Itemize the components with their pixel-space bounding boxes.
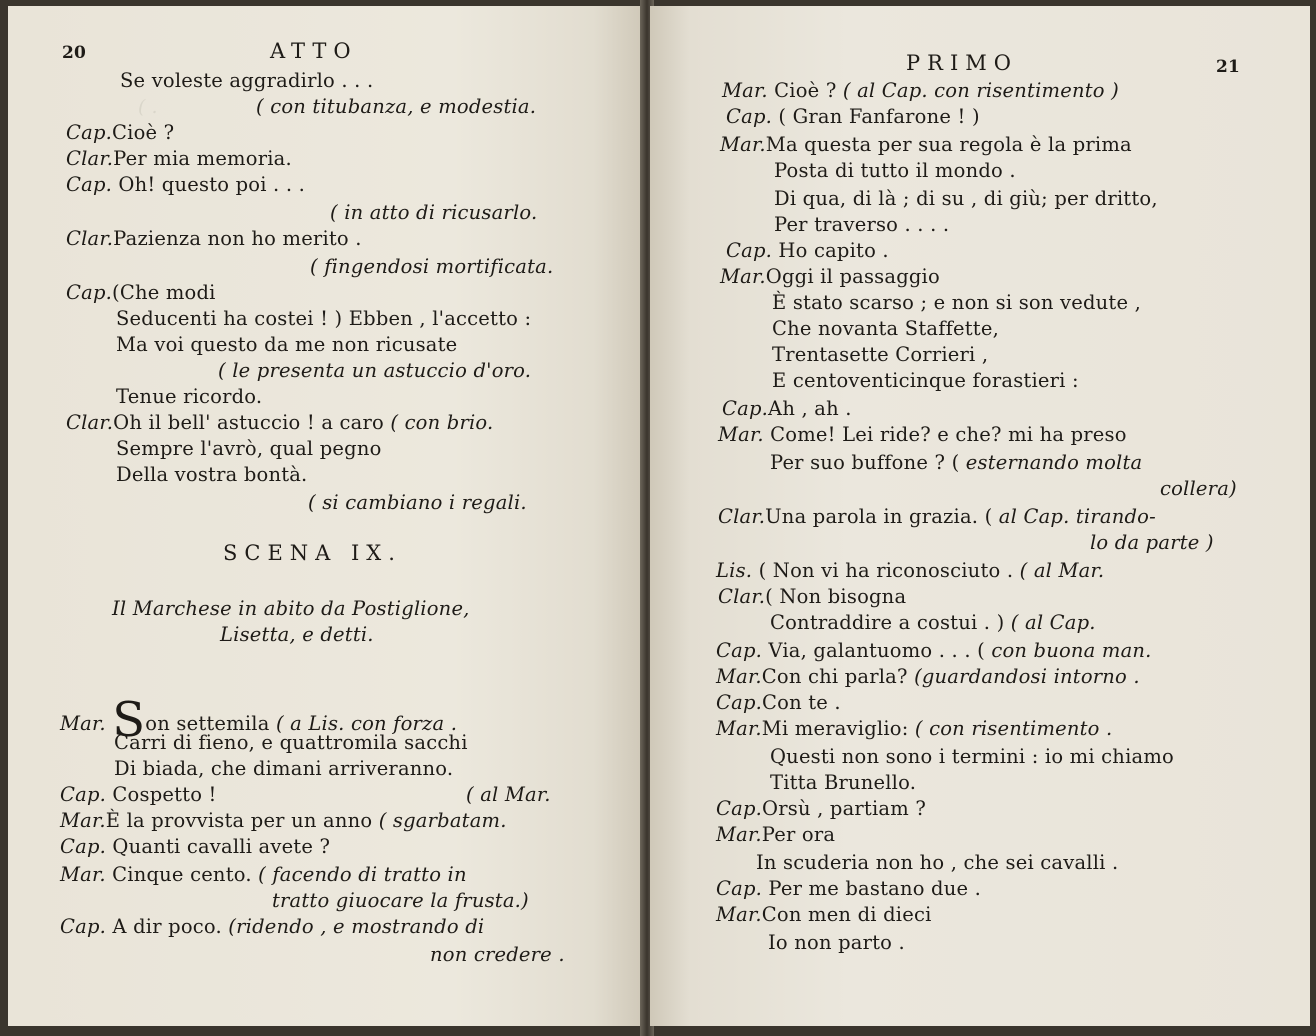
text-run: Oggi il passaggio: [765, 265, 940, 288]
text-line: Sempre l'avrò, qual pegno: [116, 437, 382, 460]
text-run: Oh il bell' astuccio ! a caro: [113, 411, 391, 434]
text-run: Orsù , partiam ?: [762, 797, 926, 820]
text-run: Cinque cento.: [105, 863, 259, 886]
text-run: ( Non bisogna: [765, 585, 907, 608]
text-run: Cap.: [60, 783, 107, 806]
running-head-right: PRIMO: [906, 51, 1018, 75]
text-line: In scuderia non ho , che sei cavalli .: [756, 851, 1119, 874]
text-line: Trentasette Corrieri ,: [772, 343, 989, 366]
text-run: ( al Cap.: [1010, 611, 1096, 634]
text-line: [726, 104, 980, 130]
text-run: Cioè ?: [767, 79, 843, 102]
text-run: ( con brio.: [390, 411, 494, 434]
text-run: Mar.: [716, 717, 762, 740]
text-run: ( sgarbatam.: [378, 809, 507, 832]
text-line: ( in atto di ricusarlo.: [330, 201, 538, 224]
text-line: [66, 172, 305, 198]
text-run: ( Gran Fanfarone ! ): [772, 105, 980, 128]
text-run: ( con risentimento .: [914, 717, 1113, 740]
text-line: [722, 396, 852, 422]
text-run: Per me bastano due .: [762, 877, 982, 900]
text-line: [720, 132, 1132, 158]
text-line: [66, 146, 292, 172]
text-line: [66, 120, 174, 146]
text-line: [716, 638, 1152, 664]
text-line: [726, 238, 889, 264]
text-line: [718, 584, 906, 610]
text-line: [60, 834, 330, 860]
text-line: Posta di tutto il mondo .: [774, 159, 1016, 182]
text-run: Cap.: [60, 915, 107, 938]
text-run: Ho capito .: [772, 239, 889, 262]
text-run: Ah , ah .: [768, 397, 852, 420]
page-number-left: 20: [62, 43, 87, 63]
text-run: Mar.: [720, 265, 766, 288]
text-line: non credere .: [430, 943, 565, 966]
text-line: [66, 226, 362, 252]
text-run: Cap.: [726, 239, 773, 262]
text-run: Mar.: [720, 133, 766, 156]
text-line: [60, 862, 467, 888]
text-line: [722, 78, 1119, 104]
text-run: Con te .: [762, 691, 841, 714]
text-run: Ma questa per sua regola è la prima: [765, 133, 1132, 156]
text-line: Per traverso . . . .: [774, 213, 950, 236]
text-line: [716, 558, 1104, 584]
text-line: [60, 914, 484, 940]
text-line: [716, 822, 835, 848]
text-run: Mi meraviglio:: [761, 717, 915, 740]
text-run: Cap.: [66, 121, 113, 144]
text-line: [770, 610, 1096, 636]
text-run: Mar.: [60, 863, 106, 886]
text-line: ( si cambiano i regali.: [308, 491, 527, 514]
text-run: Per mia memoria.: [113, 147, 292, 170]
text-run: Quanti cavalli avete ?: [106, 835, 331, 858]
text-run: Via, galantuomo . . . (: [762, 639, 992, 662]
text-run: Cap.: [722, 397, 769, 420]
text-run: Clar.: [718, 585, 766, 608]
text-run: con buona man.: [991, 639, 1152, 662]
text-line: Questi non sono i termini : io mi chiamo: [770, 745, 1174, 768]
text-run: Lis.: [716, 559, 753, 582]
text-line: Tenue ricordo.: [116, 385, 263, 408]
text-run: ( facendo di tratto in: [258, 863, 467, 886]
text-line: [60, 808, 507, 834]
text-line: Seducenti ha costei ! ) Ebben , l'accetto :: [116, 307, 532, 330]
text-run: Per ora: [761, 823, 836, 846]
text-run: A dir poco.: [106, 915, 229, 938]
text-line: Carri di fieno, e quattromila sacchi: [114, 731, 468, 754]
right-page: [650, 6, 1310, 1026]
text-line: [718, 422, 1127, 448]
text-run: È la provvista per un anno: [105, 809, 379, 832]
text-line: Titta Brunello.: [770, 771, 917, 794]
text-run: al Cap. tirando-: [998, 505, 1156, 528]
text-run: Mar.: [716, 903, 762, 926]
text-line: Se voleste aggradirlo . . .: [120, 69, 374, 92]
text-run: ( a Lis. con forza .: [275, 712, 458, 735]
text-run: Clar.: [66, 227, 114, 250]
text-line: Lisetta, e detti.: [220, 623, 374, 646]
text-run: Mar.: [716, 823, 762, 846]
text-line: [716, 876, 981, 902]
text-run: Oh! questo poi . . .: [112, 173, 306, 196]
text-line: [716, 716, 1112, 742]
text-line: SCENA IX.: [223, 541, 402, 565]
text-line: ( con titubanza, e modestia.: [256, 95, 537, 118]
text-run: Come! Lei ride? e che? mi ha preso: [763, 423, 1127, 446]
text-run: ( Non vi ha riconosciuto .: [752, 559, 1020, 582]
text-run: Cap.: [60, 835, 107, 858]
text-run: on settemila: [145, 712, 276, 735]
text-line: [716, 664, 1140, 690]
text-line: [716, 796, 926, 822]
text-run: Cap.: [716, 691, 763, 714]
text-run: Con men di dieci: [761, 903, 932, 926]
text-run: Contraddire a costui . ): [770, 611, 1011, 634]
text-line: [718, 504, 1156, 530]
text-line: ( al Mar.: [466, 783, 551, 806]
text-line: È stato scarso ; e non si son vedute ,: [772, 291, 1141, 314]
text-run: Clar.: [66, 411, 114, 434]
text-line: tratto giuocare la frusta.): [272, 889, 529, 912]
text-run: Cap.: [66, 173, 113, 196]
text-run: Mar.: [60, 712, 106, 735]
text-line: [770, 450, 1142, 476]
text-line: [60, 782, 217, 808]
text-run: Mar.: [60, 809, 106, 832]
text-run: Cap.: [716, 797, 763, 820]
text-run: Mar.: [722, 79, 768, 102]
text-line: collera): [1160, 477, 1237, 500]
text-run: Cap.: [66, 281, 113, 304]
text-line: Della vostra bontà.: [116, 463, 308, 486]
text-line: [66, 280, 216, 306]
text-run: Cioè ?: [112, 121, 175, 144]
text-line: ( fingendosi mortificata.: [310, 255, 554, 278]
text-run: Mar.: [716, 665, 762, 688]
text-line: [716, 902, 932, 928]
text-line: Ma voi questo da me non ricusate: [116, 333, 458, 356]
text-run: Mar.: [718, 423, 764, 446]
text-run: Cospetto !: [106, 783, 217, 806]
text-run: Clar.: [718, 505, 766, 528]
text-run: ( al Mar.: [1019, 559, 1105, 582]
text-run: Cap.: [726, 105, 773, 128]
text-run: Cap.: [716, 639, 763, 662]
text-run: Clar.: [66, 147, 114, 170]
text-run: Pazienza non ho merito .: [113, 227, 362, 250]
text-line: Che novanta Staffette,: [772, 317, 999, 340]
text-line: Di biada, che dimani arriveranno.: [114, 757, 454, 780]
page-number-right: 21: [1216, 57, 1241, 77]
drop-cap: S: [112, 692, 146, 748]
running-head-left: ATTO: [270, 39, 358, 63]
text-line: lo da parte ): [1090, 531, 1214, 554]
text-run: ( al Cap. con risentimento ): [842, 79, 1119, 102]
text-line: [716, 690, 841, 716]
text-run: Una parola in grazia. (: [765, 505, 999, 528]
text-run: Cap.: [716, 877, 763, 900]
text-line: ( le presenta un astuccio d'oro.: [218, 359, 532, 382]
text-run: Per suo buffone ? (: [770, 451, 966, 474]
text-line: [720, 264, 940, 290]
text-run: (guardandosi intorno .: [914, 665, 1140, 688]
text-line: Il Marchese in abito da Postiglione,: [112, 597, 470, 620]
text-line: [66, 410, 493, 436]
text-run: (ridendo , e mostrando di: [228, 915, 485, 938]
text-line: Io non parto .: [768, 931, 905, 954]
text-line: E centoventicinque forastieri :: [772, 369, 1079, 392]
text-line: Di qua, di là ; di su , di giù; per dritto,: [774, 187, 1158, 210]
left-page: 20 ATTO Se voleste aggradirlo . . . ( con titubanza, e modestia. Cap.Cioè ? Clar.Per mia memoria. Cap. Oh! questo poi . . . ( in atto di ricusarlo. Clar.Pazienza non ho merito . ( fingendosi mortificata. Cap.(Che modi Seducenti ha costei ! ) Ebben , l'accetto : Ma voi questo da me non ricusate ( le presenta un astuccio d'oro. Tenue ricordo. Clar.Oh il bell' astuccio ! a caro ( con brio. Sempre l'avrò, qual pegno Della vostra bontà. ( si cambiano i regali. SCENA IX. Il Marchese in abito da Postiglione, Lisetta, e detti. Mar. Son settemila ( a Lis. con forza . Carri di fieno, e quattromila sacchi Di biada, che dimani arriveranno. Cap. Cospetto ! ( al Mar. Mar.È la provvista per un anno ( sgarbatam. Cap. Quanti cavalli avete ? Mar. Cinque cento. ( facendo di tratto in tratto giuocare la frusta.) Cap. A dir poco. (ridendo , e mostrando di non credere . ( .: [8, 6, 644, 1026]
text-run: Con chi parla?: [761, 665, 915, 688]
text-run: (Che modi: [112, 281, 216, 304]
text-run: esternando molta: [965, 451, 1143, 474]
